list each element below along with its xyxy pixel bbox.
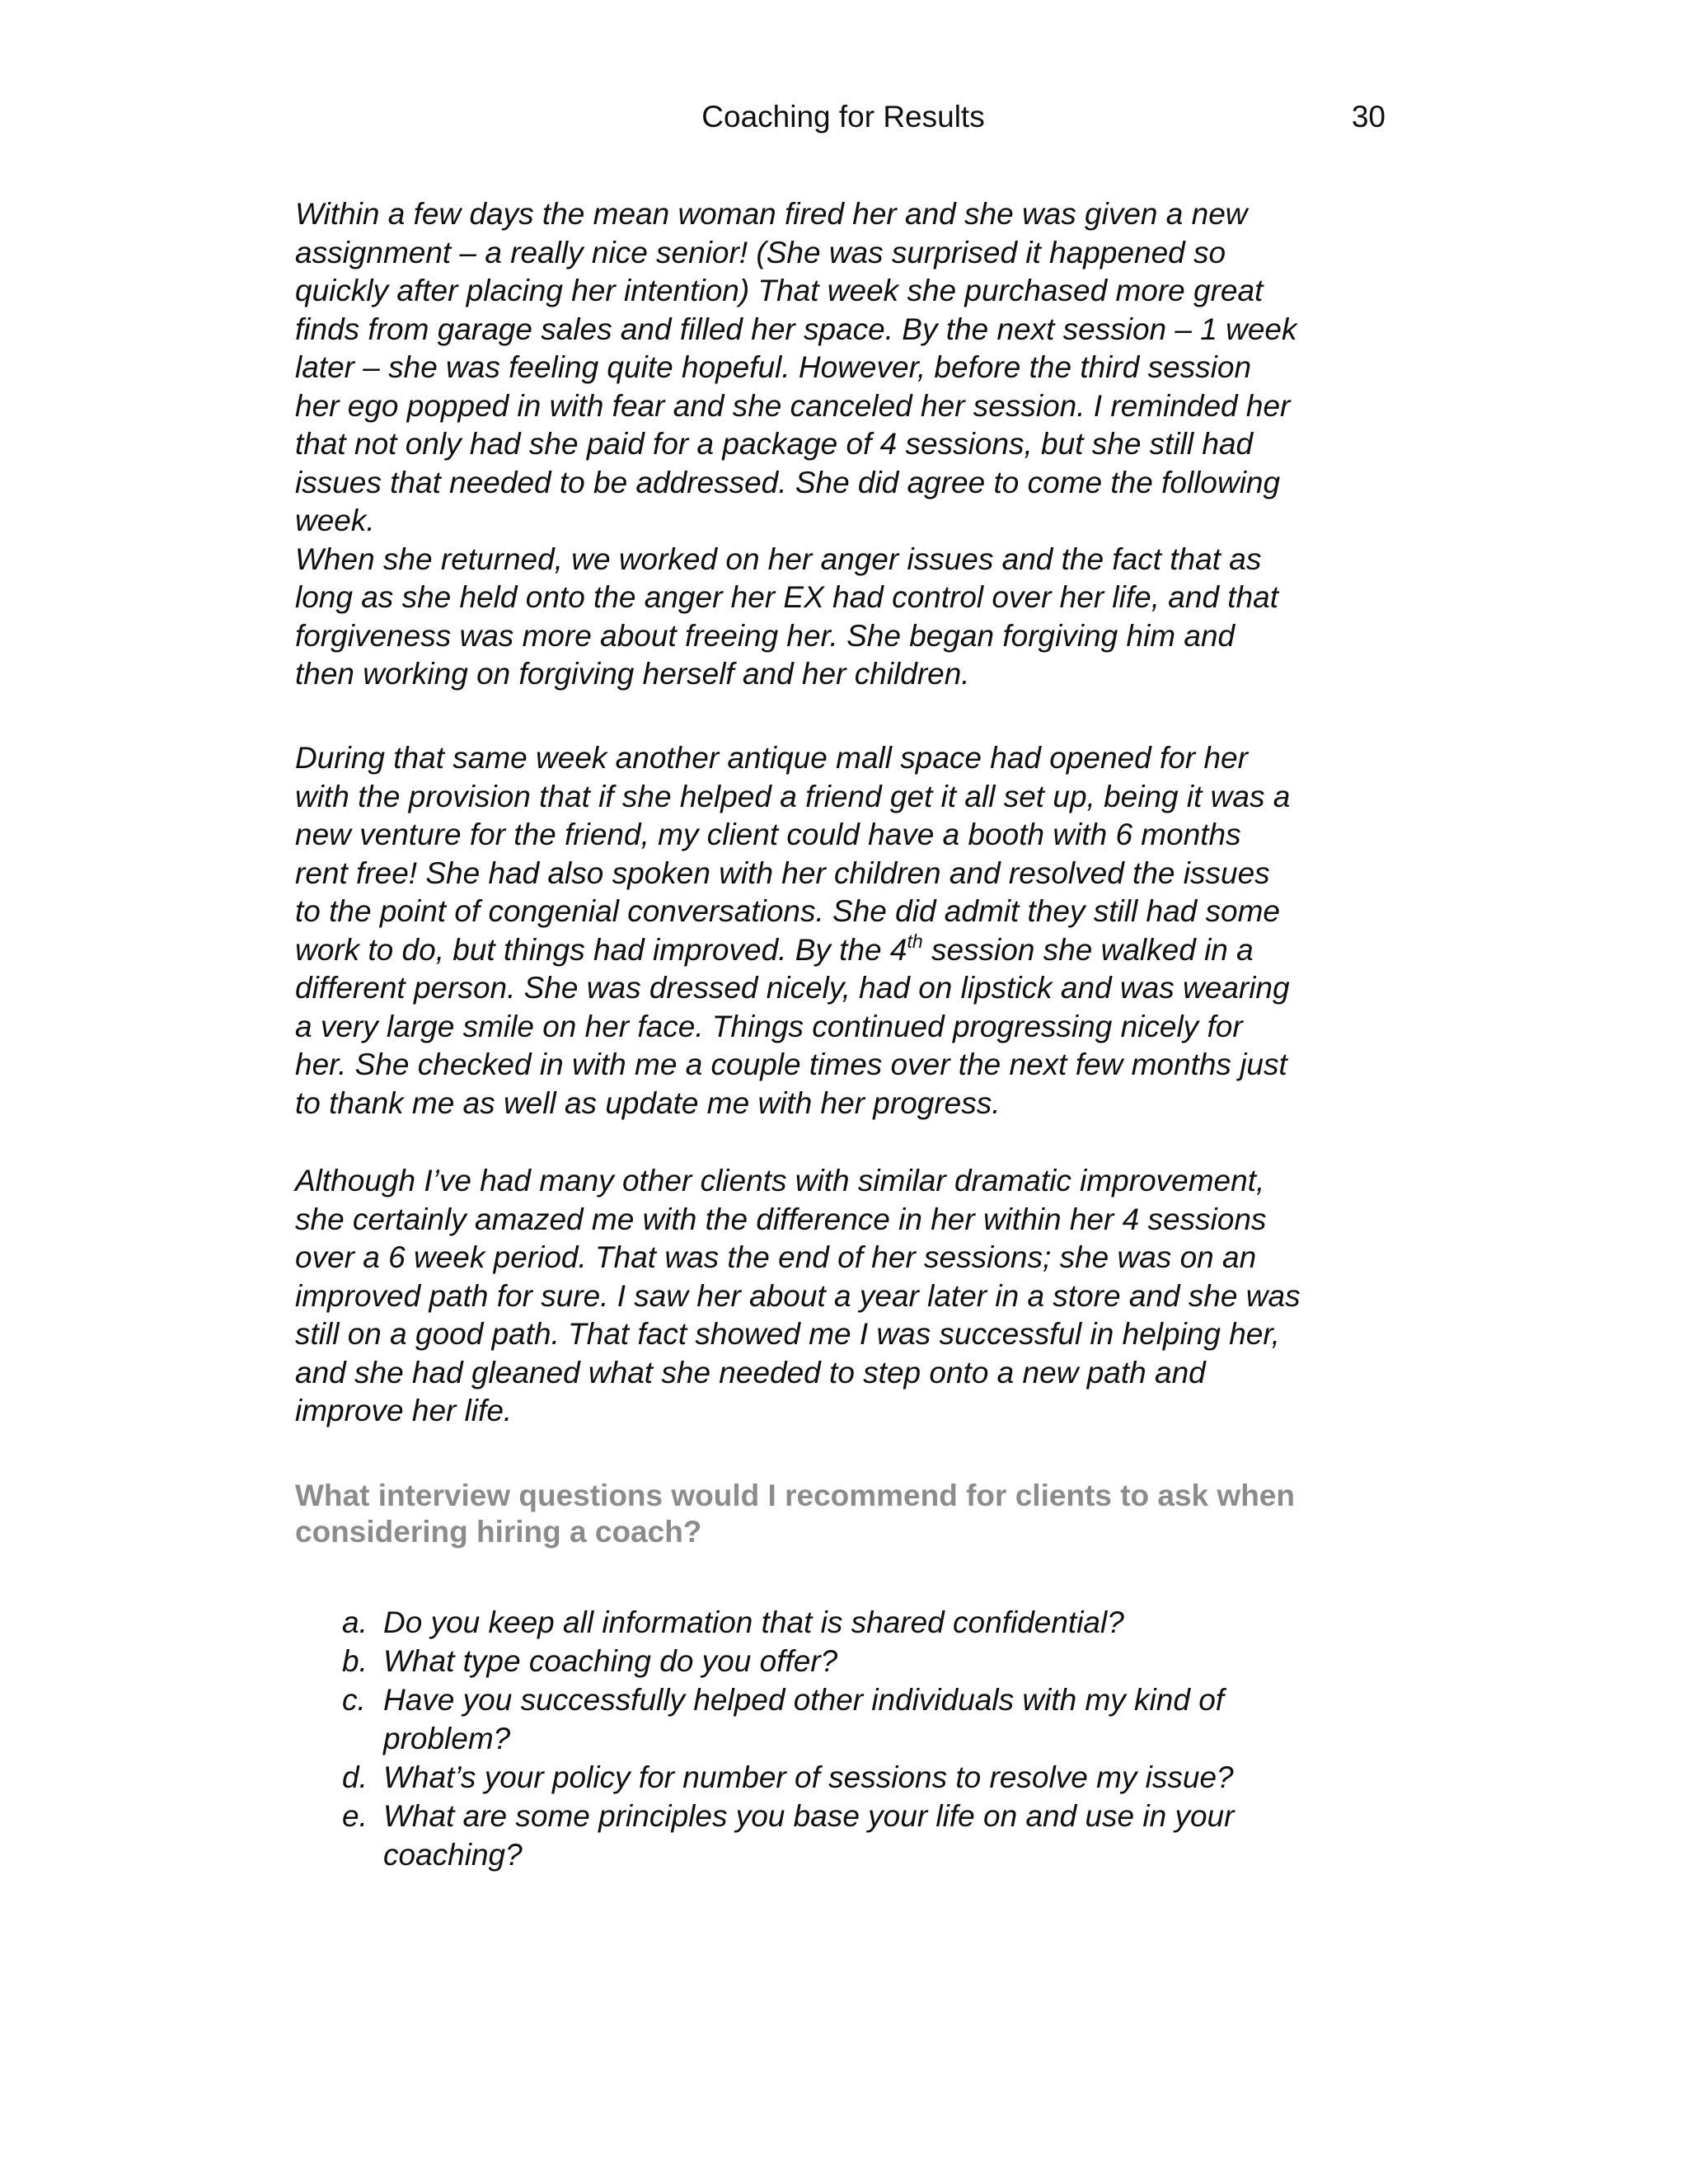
paragraph-line: Within a few days the mean woman fired her and she was given a new — [295, 197, 1248, 231]
question-list — [342, 1603, 1414, 1874]
paragraph-line: week. — [295, 504, 375, 537]
list-item — [342, 1642, 1414, 1680]
paragraph-line: to thank me as well as update me with her progress. — [295, 1085, 1001, 1120]
heading-line: What interview questions would I recommend for clients to ask when — [295, 1479, 1295, 1512]
paragraph-line: long as she held onto the anger her EX had control over her life, and that — [295, 580, 1279, 614]
paragraph-line: forgiveness was more about freeing her. She began forgiving him and — [295, 618, 1236, 653]
paragraph-3 — [295, 1162, 1387, 1431]
paragraph-2 — [295, 739, 1387, 1122]
paragraph-line: with the provision that if she helped a friend get it all set up, being it was a — [295, 779, 1291, 813]
list-item-text: What’s your policy for number of sessions to resolve my issue? — [383, 1760, 1234, 1794]
paragraph-line: improved path for sure. I saw her about a year later in a store and she was — [295, 1278, 1301, 1313]
paragraph-line: to the point of congenial conversations. She did admit they still had some — [295, 894, 1280, 928]
page-number: 30 — [1351, 100, 1386, 134]
paragraph-line: quickly after placing her intention) That week she purchased more great — [295, 274, 1264, 307]
list-marker: d. — [342, 1760, 368, 1794]
paragraph-1 — [295, 195, 1387, 694]
line-text-before: work to do, but things had improved. By the 4 — [295, 932, 907, 967]
paragraph-line: later – she was feeling quite hopeful. However, before the third session — [295, 350, 1252, 384]
paragraph-line: her. She checked in with me a couple times over the next few months just — [295, 1047, 1287, 1081]
list-item-text: problem? — [383, 1722, 511, 1755]
list-item-text: Do you keep all information that is shared confidential? — [383, 1605, 1124, 1639]
paragraph-line: still on a good path. That fact showed me I was successful in helping her, — [295, 1317, 1280, 1351]
section-heading — [295, 1478, 1400, 1550]
list-marker: a. — [342, 1605, 368, 1639]
paragraph-line: that not only had she paid for a package of 4 sessions, but she still had — [295, 427, 1254, 461]
paragraph-line: her ego popped in with fear and she canceled her session. I reminded her — [295, 388, 1291, 423]
paragraph-line: new venture for the friend, my client could have a booth with 6 months — [295, 818, 1241, 851]
paragraph-line: then working on forgiving herself and her children. — [295, 657, 970, 691]
paragraph-line: a very large smile on her face. Things continued progressing nicely for — [295, 1009, 1243, 1043]
list-item-text: Have you successfully helped other individuals with my kind of — [383, 1683, 1225, 1717]
paragraph-line: assignment – a really nice senior! (She was surprised it happened so — [295, 235, 1226, 269]
page-header-title: Coaching for Results — [701, 100, 985, 134]
list-item — [342, 1797, 1414, 1874]
paragraph-line: she certainly amazed me with the difference in her within her 4 sessions — [295, 1202, 1267, 1236]
heading-line: considering hiring a coach? — [295, 1515, 702, 1549]
paragraph-line: When she returned, we worked on her anger issues and the fact that as — [295, 541, 1262, 576]
list-marker: c. — [342, 1683, 366, 1717]
list-marker: e. — [342, 1799, 368, 1833]
line-text-after: session she walked in a — [922, 932, 1254, 967]
paragraph-line: improve her life. — [295, 1394, 513, 1427]
paragraph-line: over a 6 week period. That was the end of her sessions; she was on an — [295, 1240, 1257, 1274]
paragraph-line: issues that needed to be addressed. She did agree to come the following — [295, 465, 1281, 499]
list-item — [342, 1680, 1414, 1758]
list-item — [342, 1758, 1414, 1797]
paragraph-line-with-superscript — [295, 931, 1387, 970]
paragraph-line: finds from garage sales and filled her space. By the next session – 1 week — [295, 312, 1297, 346]
list-item — [342, 1603, 1414, 1642]
paragraph-line: and she had gleaned what she needed to step onto a new path and — [295, 1355, 1206, 1390]
paragraph-line: During that same week another antique mall space had opened for her — [295, 741, 1248, 775]
paragraph-line: Although I’ve had many other clients with similar dramatic improvement, — [295, 1164, 1265, 1197]
list-item-text: coaching? — [383, 1838, 523, 1872]
paragraph-line: rent free! She had also spoken with her children and resolved the issues — [295, 855, 1270, 890]
paragraph-line: different person. She was dressed nicely, had on lipstick and was wearing — [295, 971, 1290, 1005]
ordinal-superscript: th — [907, 930, 923, 952]
list-item-text: What type coaching do you offer? — [383, 1644, 838, 1678]
list-item-text: What are some principles you base your life on and use in your — [383, 1799, 1235, 1833]
list-marker: b. — [342, 1644, 368, 1678]
